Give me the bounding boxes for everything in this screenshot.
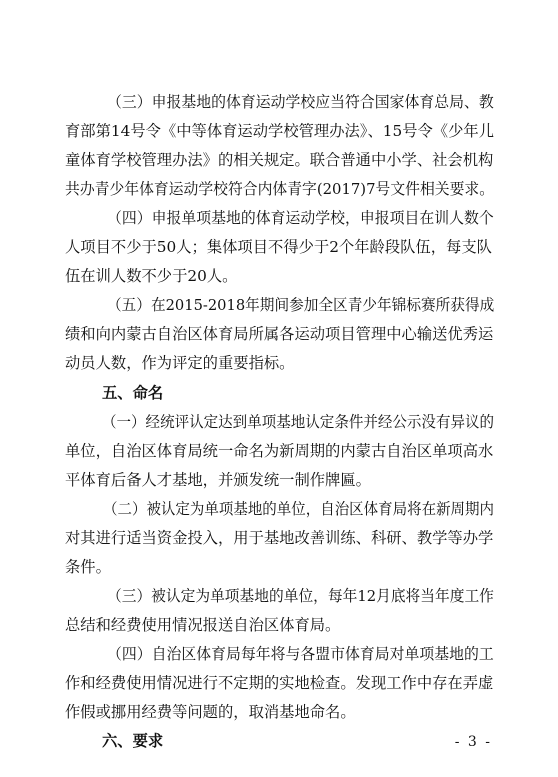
text-line: 绩和向内蒙古自治区体育局所属各运动项目管理中心输送优秀运 bbox=[65, 325, 494, 343]
text-line: 作假或挪用经费等问题的，取消基地命名。 bbox=[65, 703, 356, 721]
section-heading: 六、要求 bbox=[102, 732, 164, 750]
text-line: 作和经费使用情况进行不定期的实地检查。发现工作中存在弄虚 bbox=[65, 674, 494, 692]
page-number: - 3 - bbox=[454, 734, 492, 750]
text-line: （一）经统评认定达到单项基地认定条件并经公示没有异议的 bbox=[102, 413, 495, 431]
text-line: 人项目不少于50人；集体项目不得少于2个年龄段队伍，每支队 bbox=[65, 238, 492, 256]
text-line: 育部第14号令《中等体育运动学校管理办法》、15号令《少年儿 bbox=[65, 122, 494, 140]
text-line: （五）在2015-2018年期间参加全区青少年锦标赛所获得成 bbox=[107, 296, 495, 314]
text-line: （三）被认定为单项基地的单位，每年12月底将当年度工作 bbox=[107, 587, 494, 605]
text-line: 童体育学校管理办法》的相关规定。联合普通中小学、社会机构 bbox=[65, 151, 494, 169]
text-line: （二）被认定为单项基地的单位，自治区体育局将在新周期内 bbox=[103, 500, 495, 518]
text-line: 总结和经费使用情况报送自治区体育局。 bbox=[65, 616, 341, 634]
text-line: 伍在训人数不少于20人。 bbox=[65, 267, 238, 285]
text-line: （三）申报基地的体育运动学校应当符合国家体育总局、教 bbox=[107, 93, 494, 111]
text-line: 共办青少年体育运动学校符合内体青字(2017)7号文件相关要求。 bbox=[65, 180, 495, 198]
text-line: 对其进行适当资金投入，用于基地改善训练、科研、教学等办学 bbox=[65, 529, 494, 547]
text-line: （四）申报单项基地的体育运动学校，申报项目在训人数个 bbox=[107, 209, 494, 227]
section-heading: 五、命名 bbox=[102, 384, 164, 402]
text-line: 单位，自治区体育局统一命名为新周期的内蒙古自治区单项高水 bbox=[65, 442, 494, 460]
text-line: （四）自治区体育局每年将与各盟市体育局对单项基地的工 bbox=[107, 645, 494, 663]
text-line: 条件。 bbox=[65, 558, 111, 576]
text-line: 平体育后备人才基地，并颁发统一制作牌匾。 bbox=[65, 471, 371, 489]
text-line: 动员人数，作为评定的重要指标。 bbox=[65, 354, 295, 372]
